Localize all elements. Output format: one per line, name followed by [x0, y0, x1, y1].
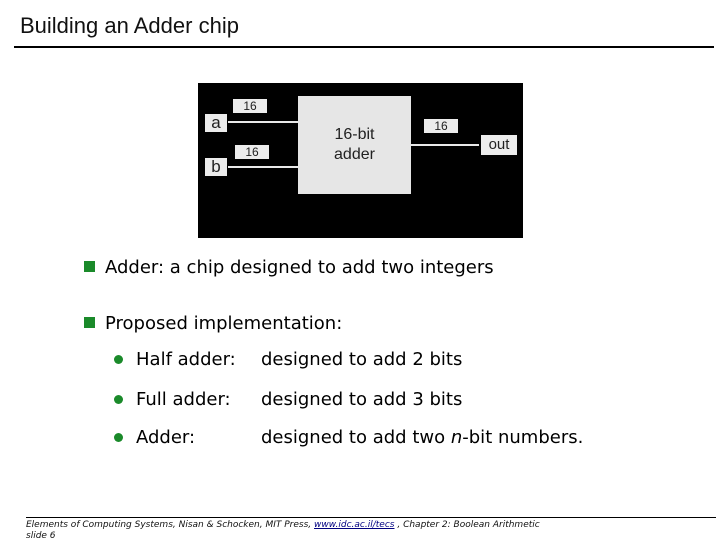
bullet-item: Adder: a chip designed to add two integers	[84, 257, 494, 278]
sub-item-half-adder: Half adder: designed to add 2 bits	[114, 349, 462, 370]
adder-chip-box	[298, 96, 411, 194]
input-a-label: a	[205, 114, 227, 132]
wire-a	[228, 121, 298, 123]
footer-citation: Elements of Computing Systems, Nisan & Schocken, MIT Press, www.idc.ac.il/tecs , Chapter 2: Boolean Arithmetic slide 6	[26, 520, 540, 541]
input-b-label: b	[205, 158, 227, 176]
bullet-item: Proposed implementation:	[84, 313, 342, 334]
chip-label-line2: adder	[334, 146, 375, 163]
title-divider	[14, 46, 714, 48]
round-bullet-icon	[114, 433, 123, 442]
adder-diagram	[198, 83, 523, 238]
footer-divider	[26, 517, 716, 518]
round-bullet-icon	[114, 355, 123, 364]
wire-out	[411, 144, 479, 146]
square-bullet-icon	[84, 317, 95, 328]
adder-description: designed to add two n-bit numbers.	[261, 427, 584, 448]
square-bullet-icon	[84, 261, 95, 272]
bus-width-b: 16	[235, 145, 269, 159]
slide-number: slide 6	[26, 531, 56, 541]
bus-width-out: 16	[424, 119, 458, 133]
sub-item-full-adder: Full adder: designed to add 3 bits	[114, 389, 462, 410]
course-website-link[interactable]: www.idc.ac.il/tecs	[314, 520, 395, 530]
output-label: out	[481, 135, 517, 155]
sub-item-adder: Adder: designed to add two n-bit numbers.	[114, 427, 583, 448]
round-bullet-icon	[114, 395, 123, 404]
bus-width-a: 16	[233, 99, 267, 113]
wire-b	[228, 166, 298, 168]
chip-label-line1: 16-bit	[334, 126, 375, 143]
slide-title: Building an Adder chip	[20, 13, 239, 38]
